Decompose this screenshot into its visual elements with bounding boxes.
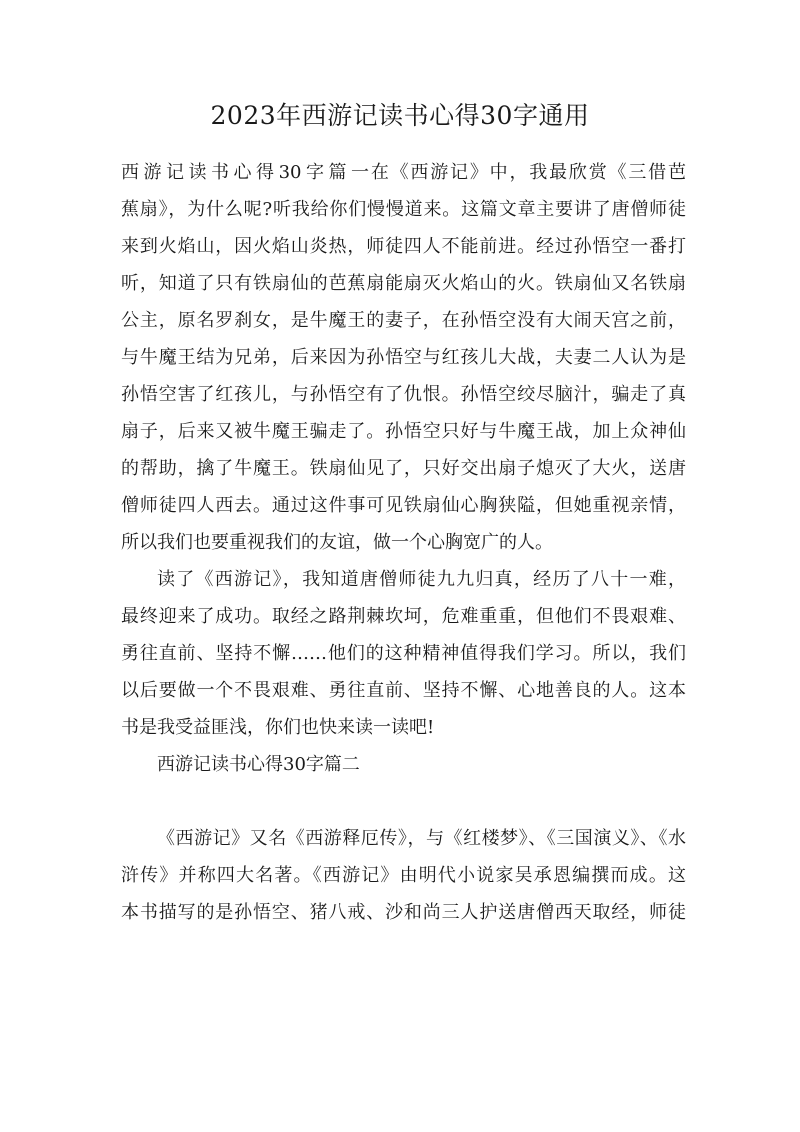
text-line: 来到火焰山，因火焰山炎热，师徒四人不能前进。经过孙悟空一番打 xyxy=(121,236,686,257)
text-line: 僧师徒四人西去。通过这件事可见铁扇仙心胸狭隘，但她重视亲情， xyxy=(121,495,686,516)
text-line: 孙悟空害了红孩儿，与孙悟空有了仇恨。孙悟空绞尽脑汁，骗走了真 xyxy=(121,384,686,405)
text-line xyxy=(121,154,686,191)
document-body xyxy=(121,154,686,931)
section-heading-1: 西游记读书心得30字篇一 xyxy=(121,162,369,183)
section-heading-2: 西游记读书心得30字篇二 xyxy=(157,754,360,775)
text-line: 书是我受益匪浅，你们也快来读一读吧! xyxy=(121,717,435,738)
text-line: 的帮助，擒了牛魔王。铁扇仙见了，只好交出扇子熄灭了大火，送唐 xyxy=(121,458,686,479)
text-line: 勇往直前、坚持不懈……他们的这种精神值得我们学习。所以，我们 xyxy=(121,643,686,664)
text-line: 公主，原名罗刹女，是牛魔王的妻子，在孙悟空没有大闹天宫之前， xyxy=(121,310,686,331)
text-line: 所以我们也要重视我们的友谊，做一个心胸宽广的人。 xyxy=(121,532,553,553)
text-line: 读了《西游记》，我知道唐僧师徒九九归真，经历了八十一难， xyxy=(157,569,686,590)
text-line: 最终迎来了成功。取经之路荆棘坎坷，危难重重，但他们不畏艰难、 xyxy=(121,606,686,627)
paragraph-text: 在《西游记》中，我最欣赏《三借芭 xyxy=(369,162,686,183)
text-line: 《西游记》又名《西游释厄传》，与《红楼梦》、《三国演义》、《水 xyxy=(157,828,686,849)
text-line: 听，知道了只有铁扇仙的芭蕉扇能扇灭火焰山的火。铁扇仙又名铁扇 xyxy=(121,273,686,294)
blank-line xyxy=(121,783,686,820)
document-title: 2023年西游记读书心得30字通用 xyxy=(210,101,590,130)
text-line: 蕉扇》，为什么呢?听我给你们慢慢道来。这篇文章主要讲了唐僧师徒 xyxy=(121,199,686,220)
text-line: 扇子，后来又被牛魔王骗走了。孙悟空只好与牛魔王战，加上众神仙 xyxy=(121,421,686,442)
text-line: 以后要做一个不畏艰难、勇往直前、坚持不懈、心地善良的人。这本 xyxy=(121,680,686,701)
text-line: 浒传》并称四大名著。《西游记》由明代小说家吴承恩编撰而成。这 xyxy=(121,865,686,886)
text-line: 本书描写的是孙悟空、猪八戒、沙和尚三人护送唐僧西天取经，师徒 xyxy=(121,902,686,923)
text-line: 与牛魔王结为兄弟，后来因为孙悟空与红孩儿大战，夫妻二人认为是 xyxy=(121,347,686,368)
